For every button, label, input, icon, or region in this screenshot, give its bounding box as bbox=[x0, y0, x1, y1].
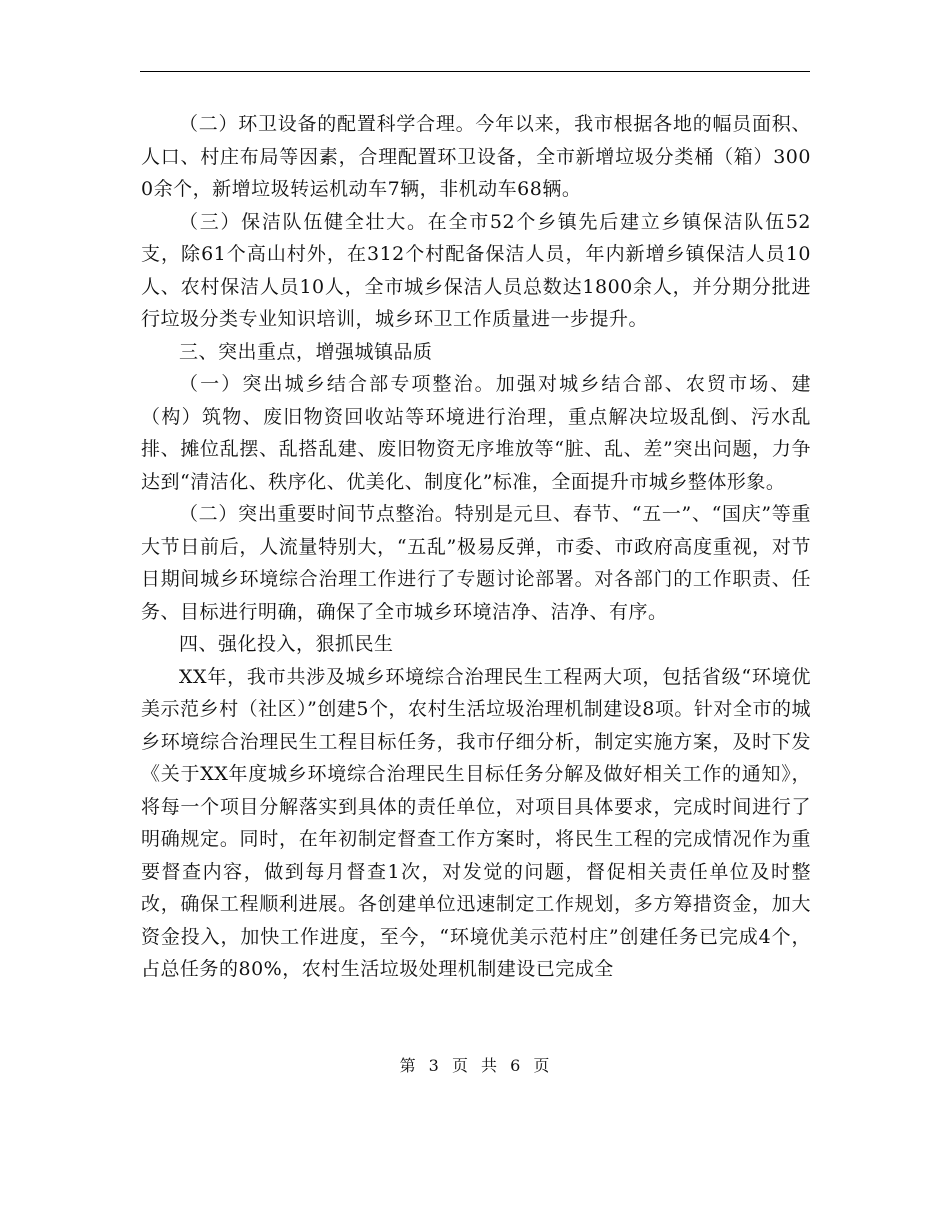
page-number-footer: 第 3 页 共 6 页 bbox=[399, 1056, 551, 1075]
document-body bbox=[141, 108, 811, 986]
paragraph-urban-rural-fringe: （一）突出城乡结合部专项整治。加强对城乡结合部、农贸市场、建（构）筑物、废旧物资回收站等环境进行治理，重点解决垃圾乱倒、污水乱排、摊位乱摆、乱搭乱建、废旧物资无序堆放等“脏、乱、差”突出问题，力争达到“清洁化、秩序化、优美化、制度化”标准，全面提升市城乡整体形象。 bbox=[141, 373, 811, 493]
header-rule bbox=[140, 71, 810, 72]
paragraph-cleaning-team: （三）保洁队伍健全壮大。在全市52个乡镇先后建立乡镇保洁队伍52支，除61个高山村外，在312个村配备保洁人员，年内新增乡镇保洁人员10人、农村保洁人员10人，全市城乡保洁人员总数达1800余人，并分期分批进行垃圾分类专业知识培训，城乡环卫工作质量进一步提升。 bbox=[141, 210, 811, 330]
paragraph-sanitation-equipment: （二）环卫设备的配置科学合理。今年以来，我市根据各地的幅员面积、人口、村庄布局等因素，合理配置环卫设备，全市新增垃圾分类桶（箱）3000余个，新增垃圾转运机动车7辆，非机动车68辆。 bbox=[141, 113, 811, 200]
paragraph-holiday-remediation: （二）突出重要时间节点整治。特别是元旦、春节、“五一”、“国庆”等重大节日前后，人流量特别大，“五乱”极易反弹，市委、市政府高度重视，对节日期间城乡环境综合治理工作进行了专题讨论部署。对各部门的工作职责、任务、目标进行明确，确保了全市城乡环境洁净、洁净、有序。 bbox=[141, 503, 811, 623]
section-heading-3: 三、突出重点，增强城镇品质 bbox=[179, 340, 433, 363]
paragraph-livelihood-projects: XX年，我市共涉及城乡环境综合治理民生工程两大项，包括省级“环境优美示范乡村（社区）”创建5个，农村生活垃圾治理机制建设8项。针对全市的城乡环境综合治理民生工程目标任务，我市仔细分析，制定实施方案，及时下发《关于XX年度城乡环境综合治理民生目标任务分解及做好相关工作的通知》，将每一个项目分解落实到具体的责任单位，对项目具体要求，完成时间进行了明确规定。同时，在年初制定督查工作方案时，将民生工程的完成情况作为重要督查内容，做到每月督查1次，对发觉的问题，督促相关责任单位及时整改，确保工程顺利进展。各创建单位迅速制定工作规划，多方筹措资金，加大资金投入，加快工作进度，至今，“环境优美示范村庄”创建任务已完成4个，占总任务的80%，农村生活垃圾处理机制建设已完成全 bbox=[141, 665, 811, 980]
section-heading-4: 四、强化投入，狠抓民生 bbox=[179, 633, 394, 655]
